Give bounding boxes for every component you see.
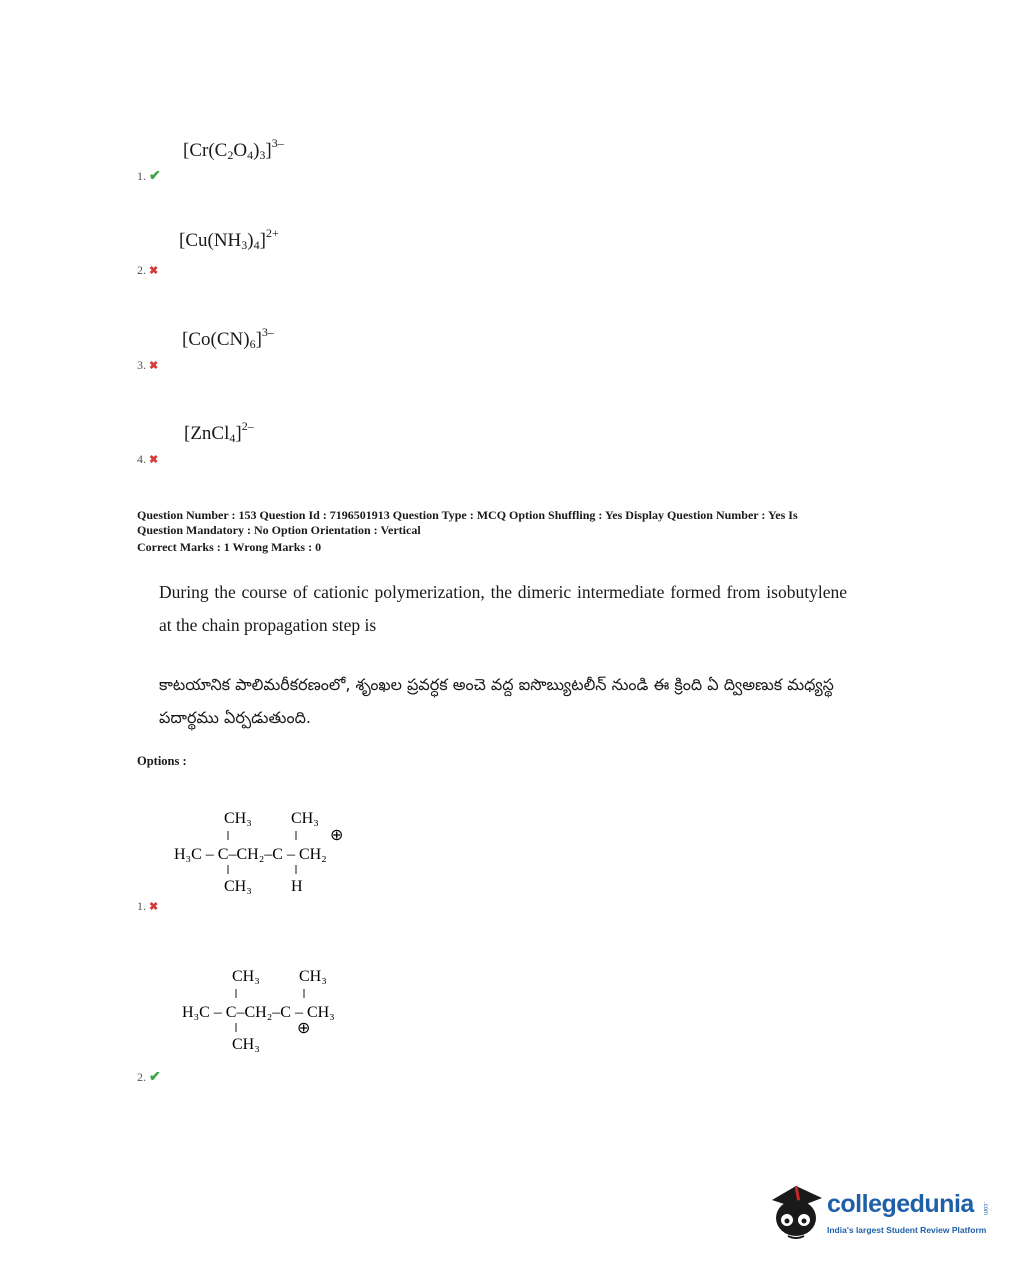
mascot-icon — [766, 1178, 826, 1246]
cross-icon: ✖ — [149, 901, 159, 913]
question-meta-line-2: Question Mandatory : No Option Orientation : Vertical — [137, 523, 421, 537]
logo-tagline: India's largest Student Review Platform — [827, 1225, 987, 1235]
logo-suffix: .com — [982, 1202, 988, 1216]
collegedunia-logo — [766, 1178, 996, 1248]
option-2-plus-charge: ⊕ — [297, 1020, 311, 1037]
option-1-main-chain: H₃C – C–CH₂–C – CH₂ — [174, 846, 327, 863]
cross-icon: ✖ — [149, 454, 159, 466]
logo-wordmark: collegedunia — [827, 1190, 974, 1218]
option-2-structure — [176, 962, 376, 1054]
options-label: Options : — [137, 754, 187, 768]
option-1-top-ch3-b: CH₃ — [291, 810, 319, 827]
option-2-top-ch3-b: CH₃ — [299, 968, 327, 985]
option-2-top-ch3-a: CH₃ — [232, 968, 260, 985]
prev-option-4-number: 4. ✖ — [137, 452, 159, 466]
question-text-telugu: కాటయానిక పాలిమరీకరణంలో, శృంఖల ప్రవర్ధక అంచె వద్ద ఐసొబ్యుటలీన్ నుండి ఈ క్రింది ఏ ద్విఅణుక మధ్యస్థ పదార్థము ఏర్పడుతుంది. — [159, 675, 834, 727]
question-text-english: During the course of cationic polymerization, the dimeric intermediate formed from isobutylene at the chain propagation step is — [159, 582, 847, 635]
prev-option-1-formula: $[Cr(C_2O_4)_3]^{3-}$ — [183, 136, 284, 162]
cross-icon: ✖ — [149, 265, 159, 277]
option-2-bottom-ch3: CH₃ — [232, 1036, 260, 1053]
prev-option-1-number: 1. ✔ — [137, 169, 161, 184]
question-meta — [137, 508, 867, 555]
check-icon: ✔ — [149, 169, 161, 184]
cross-icon: ✖ — [149, 360, 159, 372]
option-1-top-ch3-a: CH₃ — [224, 810, 252, 827]
option-1-number: 1. ✖ — [137, 899, 159, 913]
option-2-number: 2. ✔ — [137, 1070, 161, 1085]
prev-option-2-formula: $[Cu(NH_3)_4]^{2+}$ — [179, 226, 279, 252]
prev-option-2-number: 2. ✖ — [137, 263, 159, 277]
question-meta-line-3: Correct Marks : 1 Wrong Marks : 0 — [137, 540, 322, 554]
option-1-bottom-ch3: CH₃ — [224, 878, 252, 895]
prev-option-3-formula: $[Co(CN)_6]^{3-}$ — [182, 325, 274, 351]
option-1-structure — [168, 804, 368, 896]
option-2-main-chain: H₃C – C–CH₂–C – CH₃ — [182, 1004, 335, 1021]
check-icon: ✔ — [149, 1070, 161, 1085]
prev-option-4-formula: [ZnCl$_4$]$^{2-}$ — [184, 419, 254, 445]
option-1-bottom-h: H — [291, 878, 303, 895]
question-meta-line-1: Question Number : 153 Question Id : 7196501913 Question Type : MCQ Option Shuffling : Yes Display Question Number : Yes Is — [137, 508, 798, 522]
option-1-plus-charge: ⊕ — [330, 827, 344, 844]
prev-option-3-number: 3. ✖ — [137, 358, 159, 372]
